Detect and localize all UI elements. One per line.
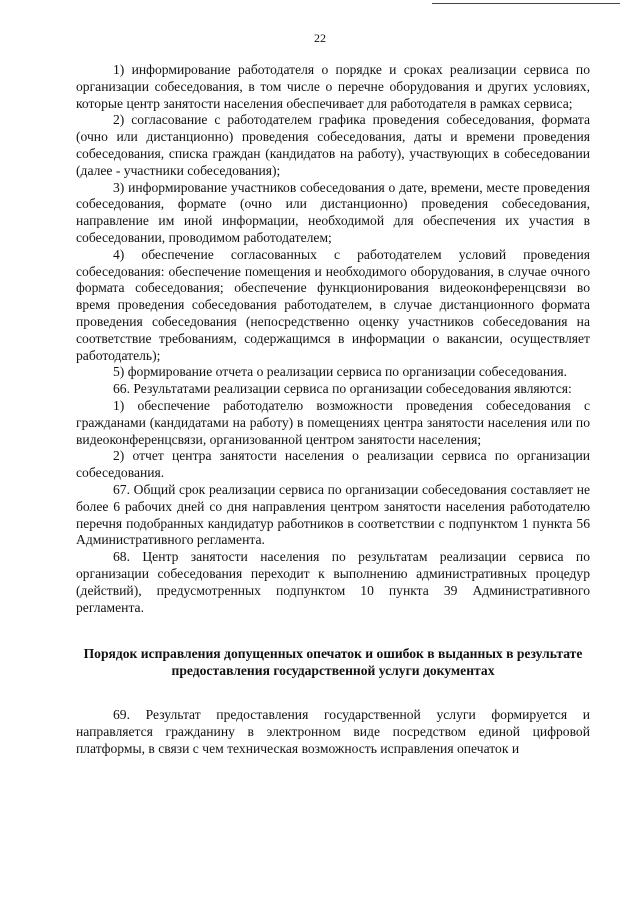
paragraph-66-item-2: 2) отчет центра занятости населения о реализации сервиса по организации собеседования. (76, 448, 590, 481)
paragraph-66-item-1: 1) обеспечение работодателю возможности проведения собеседования с гражданами (кандидатами на работу) в помещениях центра занятости населения или по видеоконференцсвязи, организованной центром занятости населения; (76, 397, 590, 447)
paragraph-69: 69. Результат предоставления государственной услуги формируется и направляется гражданину в электронном виде посредством единой цифровой платформы, в связи с чем техническая возможность исправления опечаток и (76, 707, 590, 756)
paragraph-66: 66. Результатами реализации сервиса по организации собеседования являются: (113, 381, 572, 397)
page-number: 22 (314, 31, 326, 45)
paragraph-68: 68. Центр занятости населения по результатам реализации сервиса по организации собеседования переходит к выполнению административных процедур (действий), предусмотренных подпунктом 10 пункта 39 Административного регламента. (76, 549, 590, 615)
paragraph-67: 67. Общий срок реализации сервиса по организации собеседования составляет не более 6 рабочих дней со дня направления центром занятости населения работодателю перечня подобранных кандидатур работников в соответствии с подпунктом 1 пункта 56 Административного регламента. (76, 481, 590, 548)
section-heading: Порядок исправления допущенных опечаток и ошибок в выданных в результате предоставления государственной услуги документах (83, 646, 583, 679)
document-body (76, 62, 590, 758)
paragraph-schedule-agreement: 2) согласование с работодателем графика проведения собеседования, формата (очно или дистанционно) проведения собеседования, даты и времени проведения собеседования, списка граждан (кандидатов на работу), участвующих в собеседовании (далее - участники собеседования); (76, 112, 590, 178)
paragraph-informing-participants: 3) информирование участников собеседования о дате, времени, месте проведения собеседования, формате (очно или дистанционно) проведения собеседования, направление им иной информации, необходимой для обеспечения их участия в собеседовании, проводимом работодателем; (76, 179, 590, 245)
paragraph-ensuring-conditions: 4) обеспечение согласованных с работодателем условий проведения собеседования: обеспечение помещения и необходимого оборудования, в случае очного формата собеседования; обеспечение функционирования видеоконференцсвязи во время проведения собеседования работодателем, в случае дистанционного формата проведения собеседования (непосредственно оценку участников собеседования на соответствие требованиям, содержащимся в информации о вакансии, осуществляет работодатель); (76, 246, 590, 363)
top-rule (432, 3, 620, 4)
paragraph-report-forming: 5) формирование отчета о реализации сервиса по организации собеседования. (113, 364, 568, 380)
paragraph-informing-employer: 1) информирование работодателя о порядке и сроках реализации сервиса по организации собеседования, в том числе о перечне оборудования и других условиях, которые центр занятости населения обеспечивает для работодателя в рамках сервиса; (76, 62, 590, 111)
